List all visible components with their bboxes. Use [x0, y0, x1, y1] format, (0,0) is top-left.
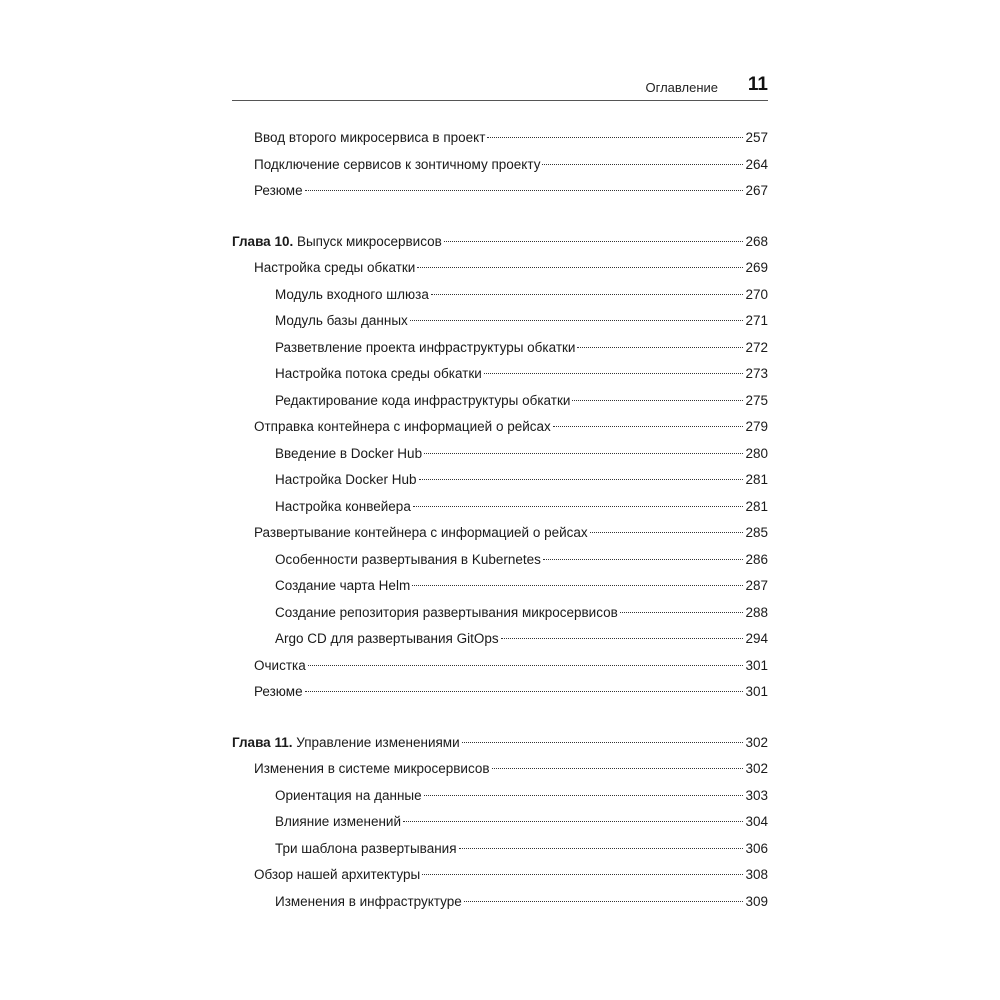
dot-leader: [484, 372, 744, 374]
toc-entry-title: [275, 388, 570, 415]
toc-entry: [232, 255, 768, 282]
toc-entry-label: Особенности развертывания в Kubernetes: [275, 551, 541, 567]
toc-entry-page: 306: [745, 840, 768, 856]
dot-leader: [424, 452, 743, 454]
toc-entry-title: [275, 308, 408, 335]
toc-entry-title: [275, 547, 541, 574]
dot-leader: [553, 425, 744, 427]
toc-entry-title: [275, 889, 462, 916]
toc-entry-page: 272: [745, 339, 768, 355]
toc-entry-title: [254, 414, 551, 441]
toc-entry: [232, 783, 768, 810]
toc-entry-page: 269: [745, 260, 768, 275]
toc-entry-title: [254, 152, 540, 179]
toc-entry-title: [275, 573, 410, 600]
dot-leader: [410, 319, 744, 321]
toc-entry-page: 304: [745, 814, 768, 829]
dot-leader: [417, 266, 743, 268]
toc-entry: [232, 836, 768, 863]
toc-entry-page: 270: [745, 286, 768, 302]
chapter-number: Глава 11.: [232, 734, 293, 750]
dot-leader: [444, 240, 744, 242]
toc-entry-label: Три шаблона развертывания: [275, 840, 457, 856]
toc-entry-title: [254, 862, 420, 889]
dot-leader: [542, 163, 743, 165]
dot-leader: [492, 767, 744, 769]
toc-entry: [232, 600, 768, 627]
toc-entry-label: Ввод второго микросервиса в проект: [254, 130, 486, 145]
dot-leader: [412, 584, 743, 586]
dot-leader: [305, 189, 744, 191]
dot-leader: [501, 637, 744, 639]
toc-entry-page: 275: [745, 392, 768, 408]
toc-entry-title: [275, 335, 575, 362]
toc-entry-page: 280: [745, 445, 768, 461]
toc-entry-title: [275, 600, 618, 627]
toc-entry: [232, 626, 768, 653]
toc-entry-page: 301: [745, 684, 768, 699]
toc-entry-page: 268: [745, 233, 768, 249]
dot-leader: [431, 293, 744, 295]
toc-entry-label: Argo CD для развертывания GitOps: [275, 631, 499, 646]
toc-entry-label: Влияние изменений: [275, 814, 402, 829]
toc-entry-label: Введение в Docker Hub: [275, 445, 423, 461]
toc-entry-title: [275, 361, 482, 388]
dot-leader: [305, 690, 744, 692]
toc-entry-title: [275, 467, 417, 494]
toc-entry-page: 301: [745, 657, 768, 673]
dot-leader: [424, 794, 744, 796]
toc-entry-label: Управление изменениями: [292, 734, 460, 750]
toc-entry: [232, 361, 768, 388]
toc-entry-page: 303: [745, 787, 768, 803]
toc-entry-label: Резюме: [254, 684, 303, 699]
toc-entry-label: Разветвление проекта инфраструктуры обкатки: [275, 339, 576, 355]
toc-entry-page: 271: [745, 313, 768, 328]
toc-entry-label: Развертывание контейнера с информацией о рейсах: [254, 525, 588, 540]
toc-entry-label: Отправка контейнера с информацией о рейсах: [254, 419, 551, 434]
toc-entry-label: Создание чарта Helm: [275, 578, 411, 593]
toc-entry-label: Модуль базы данных: [275, 313, 408, 328]
toc-entry-title: [275, 494, 411, 521]
dot-leader: [487, 136, 743, 138]
toc-entry-title: [275, 282, 429, 309]
toc-entry-page: 273: [745, 366, 768, 381]
toc-entry-label: Редактирование кода инфраструктуры обкатки: [275, 392, 571, 408]
table-of-contents: [232, 125, 768, 915]
toc-entry-label: Создание репозитория развертывания микросервисов: [275, 604, 618, 620]
toc-entry-page: 257: [745, 130, 768, 145]
toc-entry: [232, 308, 768, 335]
toc-entry-title: [254, 679, 303, 706]
toc-entry: [232, 441, 768, 468]
toc-entry: [232, 573, 768, 600]
toc-chapter-entry: [232, 730, 768, 757]
toc-entry-page: 288: [745, 604, 768, 620]
toc-entry: [232, 414, 768, 441]
toc-entry-page: 281: [745, 472, 768, 487]
toc-entry-page: 287: [745, 578, 768, 593]
toc-entry: [232, 125, 768, 152]
toc-entry-label: Настройка Docker Hub: [275, 472, 417, 487]
toc-entry-page: 294: [745, 631, 768, 646]
toc-entry-title: [275, 783, 422, 810]
toc-entry-page: 302: [745, 734, 768, 750]
toc-entry-title: [254, 178, 303, 205]
dot-leader: [403, 820, 743, 822]
dot-leader: [543, 558, 744, 560]
toc-entry-page: 264: [745, 156, 768, 172]
toc-entry-label: Настройка конвейера: [275, 498, 411, 514]
toc-entry-label: Изменения в системе микросервисов: [254, 761, 490, 776]
toc-entry-title: [254, 520, 588, 547]
dot-leader: [577, 346, 743, 348]
toc-entry-title: [275, 836, 457, 863]
toc-entry: [232, 809, 768, 836]
toc-entry-page: 279: [745, 419, 768, 434]
dot-leader: [422, 873, 743, 875]
dot-leader: [572, 399, 743, 401]
toc-entry-label: Выпуск микросервисов: [293, 233, 442, 249]
dot-leader: [464, 900, 744, 902]
dot-leader: [590, 531, 744, 533]
toc-entry-page: 281: [745, 498, 768, 514]
running-header: [232, 70, 768, 101]
toc-entry: [232, 178, 768, 205]
toc-entry-title: [254, 255, 415, 282]
toc-chapter-entry: [232, 229, 768, 256]
toc-entry-title: [275, 441, 422, 468]
toc-entry-title: [232, 730, 460, 757]
toc-entry-title: [254, 756, 490, 783]
toc-entry-label: Обзор нашей архитектуры: [254, 867, 421, 882]
toc-entry: [232, 282, 768, 309]
toc-entry: [232, 889, 768, 916]
toc-entry-page: 308: [745, 867, 768, 882]
toc-entry-title: [254, 125, 485, 152]
dot-leader: [462, 741, 744, 743]
toc-entry-label: Изменения в инфраструктуре: [275, 893, 462, 909]
toc-entry-page: 286: [745, 551, 768, 567]
toc-entry-page: 285: [745, 525, 768, 540]
toc-entry: [232, 756, 768, 783]
running-header-title: Оглавление: [645, 80, 718, 95]
toc-entry-label: Резюме: [254, 183, 303, 198]
toc-entry-title: [254, 653, 306, 680]
dot-leader: [419, 478, 744, 480]
chapter-number: Глава 10.: [232, 233, 294, 249]
toc-entry-label: Ориентация на данные: [275, 787, 422, 803]
toc-entry: [232, 520, 768, 547]
toc-entry-page: 302: [745, 761, 768, 776]
toc-entry-title: [275, 626, 499, 653]
dot-leader: [459, 847, 744, 849]
dot-leader: [413, 505, 744, 507]
toc-entry: [232, 467, 768, 494]
toc-entry-label: Настройка потока среды обкатки: [275, 366, 482, 381]
toc-entry: [232, 862, 768, 889]
toc-entry: [232, 152, 768, 179]
dot-leader: [620, 611, 744, 613]
toc-entry-title: [232, 229, 442, 256]
toc-entry: [232, 547, 768, 574]
toc-entry-label: Модуль входного шлюза: [275, 286, 429, 302]
toc-entry: [232, 388, 768, 415]
toc-entry: [232, 494, 768, 521]
toc-entry-page: 267: [745, 183, 768, 198]
toc-entry-title: [275, 809, 401, 836]
toc-entry-label: Очистка: [254, 657, 306, 673]
toc-entry: [232, 335, 768, 362]
dot-leader: [308, 664, 744, 666]
page-number: 11: [747, 74, 768, 95]
toc-entry-label: Подключение сервисов к зонтичному проекту: [254, 156, 541, 172]
toc-entry-page: 309: [745, 893, 768, 909]
toc-entry-label: Настройка среды обкатки: [254, 260, 416, 275]
toc-entry: [232, 653, 768, 680]
toc-entry: [232, 679, 768, 706]
